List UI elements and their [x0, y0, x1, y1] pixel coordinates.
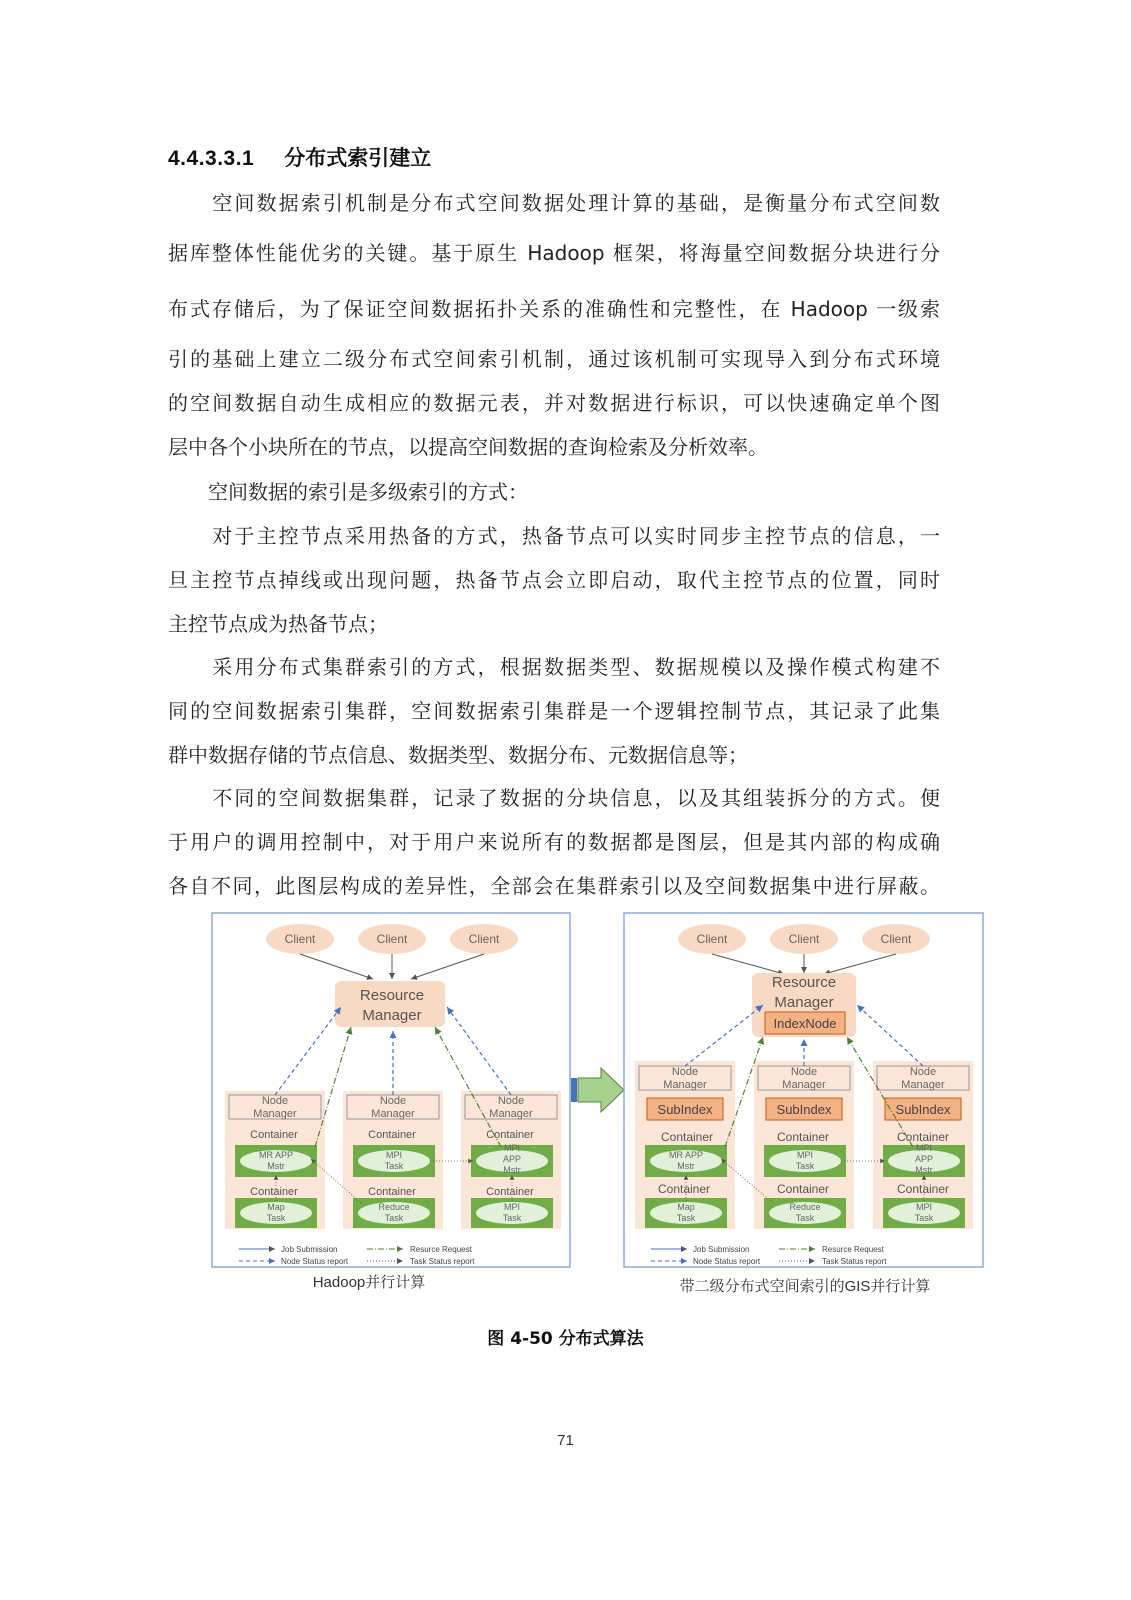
text-line: 主控节点成为热备节点；	[168, 612, 388, 636]
task-label: MPI	[385, 1150, 403, 1160]
text-line: 空间数据索引机制是分布式空间数据处理计算的基础，是衡量分布式空间数	[168, 191, 940, 215]
nm-label: Node	[497, 1095, 525, 1107]
container-label: Container	[368, 1129, 416, 1141]
legend-label: Task Status report	[410, 1257, 475, 1266]
text-line: 对于主控节点采用热备的方式，热备节点可以实时同步主控节点的信息，一	[168, 524, 940, 548]
nm-label: Node	[909, 1066, 937, 1078]
container-label: Container	[486, 1129, 534, 1141]
text-line: 不同的空间数据集群，记录了数据的分块信息，以及其组装拆分的方式。便	[168, 786, 940, 810]
rm-label-2: Manager	[774, 994, 834, 1011]
task-label: MPI	[503, 1202, 521, 1212]
nm-label: Manager	[782, 1079, 826, 1091]
legend-label: Job Submission	[693, 1245, 750, 1254]
task-label: Reduce	[789, 1202, 821, 1212]
client-label: Client	[788, 932, 820, 946]
figure-caption: 图 4-50 分布式算法	[487, 1329, 644, 1349]
container-label: Container	[776, 1130, 830, 1144]
client-label: Client	[284, 932, 316, 946]
task-label: MR APP	[258, 1150, 294, 1160]
task-label: Task	[676, 1213, 696, 1223]
task-label: MPI	[915, 1202, 933, 1212]
paragraph-3	[168, 514, 940, 646]
task-label: Map	[267, 1202, 285, 1212]
text-line: 旦主控节点掉线或出现问题，热备节点会立即启动，取代主控节点的位置，同时	[168, 568, 940, 592]
task-label: Reduce	[378, 1202, 410, 1212]
container-label: Container	[896, 1182, 950, 1196]
container-label: Container	[250, 1186, 298, 1198]
rm-label-1: Resource	[771, 974, 837, 991]
container-label: Container	[660, 1130, 714, 1144]
legend-label: Node Status report	[281, 1257, 349, 1266]
task-label: Task	[384, 1213, 404, 1223]
text-line: 布式存储后，为了保证空间数据拓扑关系的准确性和完整性，在 Hadoop 一级索	[168, 297, 940, 321]
sub-index-label: SubIndex	[895, 1102, 951, 1117]
nm-label: Manager	[489, 1108, 533, 1120]
page-number: 71	[557, 1432, 574, 1449]
task-label: Task	[502, 1213, 522, 1223]
index-node-label: IndexNode	[773, 1016, 837, 1031]
text-line: 空间数据的索引是多级索引的方式：	[168, 480, 528, 504]
text-line: 的空间数据自动生成相应的数据元表，并对数据进行标识，可以快速确定单个图	[168, 391, 940, 415]
container-label: Container	[896, 1130, 950, 1144]
paragraph-5	[168, 776, 940, 908]
task-label: Task	[914, 1213, 934, 1223]
container-label: Container	[657, 1182, 711, 1196]
section-number: 4.4.3.3.1	[168, 147, 255, 170]
legend-label: Node Status report	[693, 1257, 761, 1266]
task-label: Mstr	[503, 1165, 521, 1175]
text-line: 采用分布式集群索引的方式，根据数据类型、数据规模以及操作模式构建不	[168, 655, 940, 679]
nm-label: Node	[379, 1095, 407, 1107]
task-label: Mstr	[677, 1161, 695, 1171]
hadoop-diagram	[212, 913, 570, 1291]
container-label: Container	[250, 1129, 298, 1141]
text-line: 引的基础上建立二级分布式空间索引机制，通过该机制可实现导入到分布式环境	[168, 347, 940, 371]
task-label: Task	[795, 1213, 815, 1223]
gis-diagram	[624, 913, 983, 1295]
container-label: Container	[368, 1186, 416, 1198]
task-label: MPI	[796, 1150, 814, 1160]
client-label: Client	[696, 932, 728, 946]
section-title: 分布式索引建立	[284, 146, 432, 170]
text-line: 同的空间数据索引集群，空间数据索引集群是一个逻辑控制节点，其记录了此集	[168, 699, 940, 723]
right-subcaption: 带二级分布式空间索引的GIS并行计算	[679, 1278, 931, 1295]
container-label: Container	[776, 1182, 830, 1196]
left-subcaption: Hadoop并行计算	[312, 1274, 426, 1291]
task-label: APP	[914, 1154, 934, 1164]
task-label: MPI	[915, 1143, 933, 1153]
nm-label: Manager	[253, 1108, 297, 1120]
client-label: Client	[376, 932, 408, 946]
paragraph-2	[168, 470, 940, 514]
task-label: Mstr	[915, 1165, 933, 1175]
nm-label: Node	[261, 1095, 289, 1107]
task-label: Mstr	[267, 1161, 285, 1171]
text-line: 据库整体性能优劣的关键。基于原生 Hadoop 框架，将海量空间数据分块进行分	[168, 241, 940, 265]
sub-index-label: SubIndex	[657, 1102, 713, 1117]
text-line: 于用户的调用控制中，对于用户来说所有的数据都是图层，但是其内部的构成确	[168, 830, 940, 854]
rm-label-1: Resource	[359, 987, 425, 1004]
client-label: Client	[468, 932, 500, 946]
task-label: Task	[795, 1161, 815, 1171]
task-label: APP	[502, 1154, 522, 1164]
nm-label: Manager	[663, 1079, 707, 1091]
text-line: 层中各个小块所在的节点，以提高空间数据的查询检索及分析效率。	[168, 435, 768, 459]
client-label: Client	[880, 932, 912, 946]
nm-label: Node	[671, 1066, 699, 1078]
paragraph-4	[168, 645, 940, 777]
nm-label: Manager	[901, 1079, 945, 1091]
sub-index-label: SubIndex	[776, 1102, 832, 1117]
rm-label-2: Manager	[362, 1007, 422, 1024]
legend-label: Job Submission	[281, 1245, 338, 1254]
task-label: MR APP	[668, 1150, 704, 1160]
legend-label: Resurce Request	[410, 1245, 472, 1254]
container-label: Container	[486, 1186, 534, 1198]
text-line: 群中数据存储的节点信息、数据类型、数据分布、元数据信息等；	[168, 743, 748, 767]
figure-distributed-algorithm	[211, 911, 986, 1301]
task-label: Map	[677, 1202, 695, 1212]
task-label: Task	[266, 1213, 286, 1223]
text-line: 各自不同，此图层构成的差异性，全部会在集群索引以及空间数据集中进行屏蔽。	[168, 874, 940, 898]
section-heading	[168, 142, 431, 172]
legend-label: Resurce Request	[822, 1245, 884, 1254]
nm-label: Node	[790, 1066, 818, 1078]
paragraph-1	[168, 181, 940, 469]
legend-label: Task Status report	[822, 1257, 887, 1266]
task-label: Task	[384, 1161, 404, 1171]
task-label: MPI	[503, 1143, 521, 1153]
nm-label: Manager	[371, 1108, 415, 1120]
transition-arrow-icon	[571, 1068, 624, 1112]
